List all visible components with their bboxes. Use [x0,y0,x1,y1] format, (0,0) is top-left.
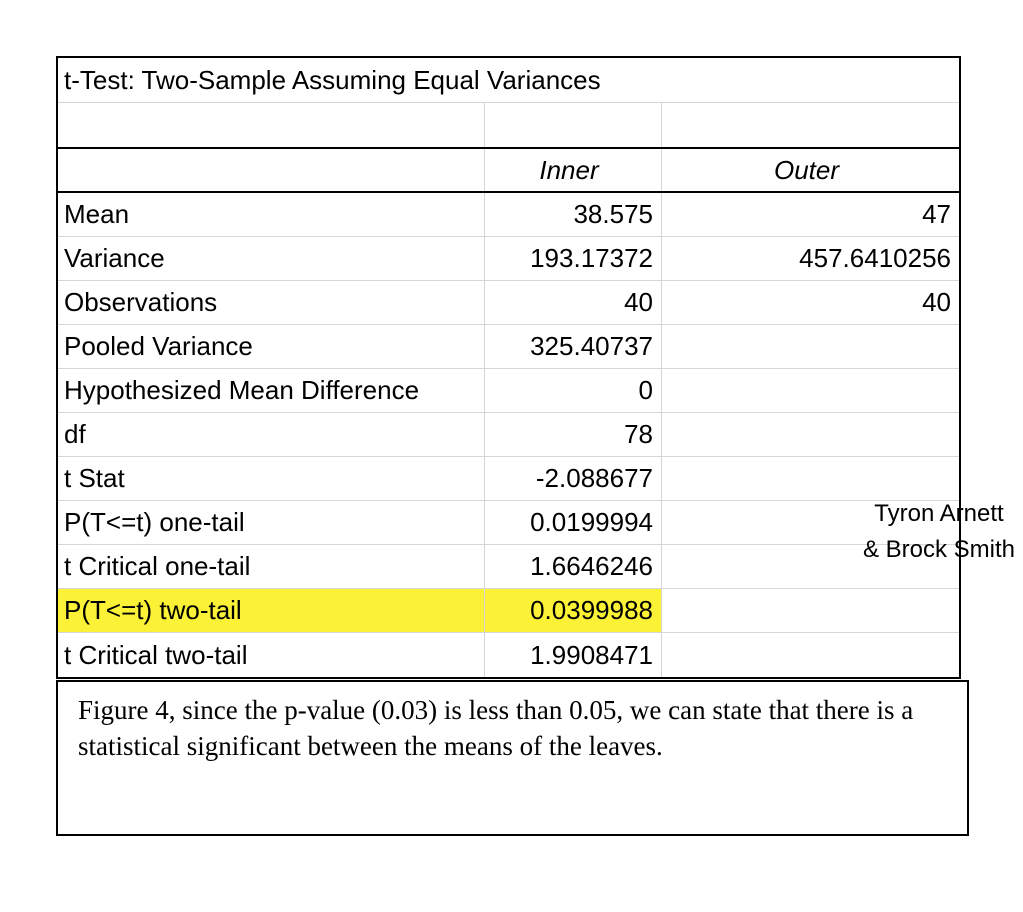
table-title-row [58,58,959,103]
row-outer-value: 40 [922,287,951,317]
row-outer-value: 457.6410256 [799,243,951,273]
row-inner-value: 38.575 [485,193,662,236]
row-label: Mean [58,193,485,236]
row-inner-value: 40 [485,281,662,324]
row-inner-value: -2.088677 [485,457,662,500]
blank-cell [485,103,662,147]
row-label: Hypothesized Mean Difference [58,369,485,412]
row-label: t Stat [58,457,485,500]
row-inner-value: 0 [485,369,662,412]
row-outer-value [662,633,959,677]
row-label: t Critical one-tail [58,545,485,588]
row-outer-value [662,325,959,368]
table-row [58,237,959,281]
author-credit-line2: & Brock Smith [862,536,1015,563]
row-outer-value [662,457,959,500]
table-row [58,413,959,457]
row-inner-value: 0.0399988 [485,589,662,632]
table-row [58,457,959,501]
row-inner-value: 1.9908471 [485,633,662,677]
column-header-outer: Outer [773,154,840,185]
row-inner-value: 1.6646246 [485,545,662,588]
row-outer-value: 47 [922,199,951,229]
ttest-table [56,56,961,679]
table-row [58,501,959,545]
blank-row [58,103,959,149]
table-row [58,589,959,633]
table-row [58,281,959,325]
table-row [58,633,959,677]
table-body [58,193,959,677]
table-row [58,545,959,589]
row-inner-value: 325.40737 [485,325,662,368]
row-inner-value: 193.17372 [485,237,662,280]
table-row [58,193,959,237]
row-label: Variance [58,237,485,280]
author-credit [863,496,1015,568]
column-header-row [58,149,959,193]
row-outer-value [662,589,959,632]
row-inner-value: 78 [485,413,662,456]
row-label: df [58,413,485,456]
row-label: t Critical two-tail [58,633,485,677]
column-header-label [58,149,485,191]
row-outer-value [662,413,959,456]
row-label: P(T<=t) two-tail [58,589,485,632]
row-label: Pooled Variance [58,325,485,368]
table-title: t-Test: Two-Sample Assuming Equal Variances [64,64,601,95]
row-label: P(T<=t) one-tail [58,501,485,544]
row-inner-value: 0.0199994 [485,501,662,544]
row-outer-value [662,369,959,412]
row-label: Observations [58,281,485,324]
author-credit-line1: Tyron Arnett [874,500,1004,527]
table-row [58,325,959,369]
blank-cell [58,103,485,147]
blank-cell [662,103,959,147]
table-row [58,369,959,413]
figure-caption: Figure 4, since the p-value (0.03) is less than 0.05, we can state that there is a statistical significant between the means of the leaves. [56,680,969,836]
column-header-inner: Inner [485,149,662,191]
